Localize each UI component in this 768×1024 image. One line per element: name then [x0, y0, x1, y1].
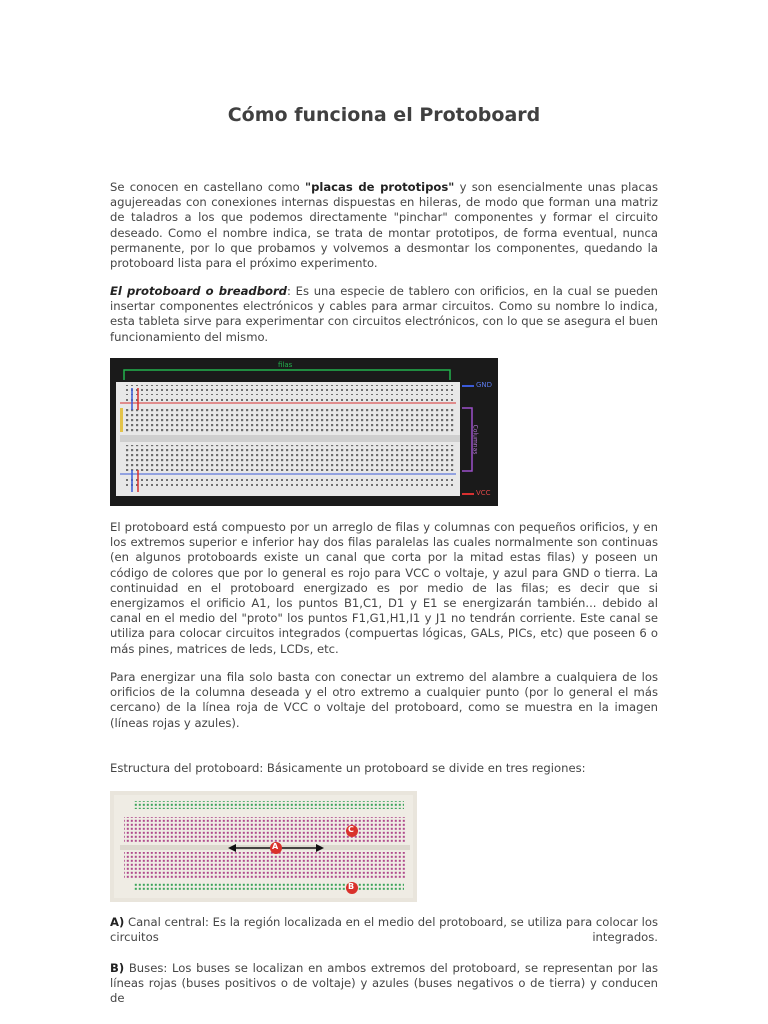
marker-b-label: B: [348, 882, 355, 891]
marker-c-label: C: [348, 825, 354, 834]
top-rail-holes: [124, 385, 456, 395]
upper-terminal-block: [124, 408, 456, 432]
bold-italic-term: El protoboard o breadbord: [110, 284, 287, 298]
breadboard-regions-photo: [110, 791, 417, 902]
text-span: Canal central: Es la región localizada en el medio del protoboard, se utiliza para colocar los circuitos integrados.: [110, 915, 658, 945]
page-title: Cómo funciona el Protoboard: [227, 104, 541, 126]
bold-phrase: "placas de prototipos": [305, 180, 455, 194]
lower-terminal-block: [124, 445, 456, 471]
filas-label: filas: [278, 361, 293, 369]
region-letter: B): [110, 961, 125, 975]
marker-a-label: A: [272, 842, 279, 851]
breadboard-illustration: [110, 358, 498, 506]
breadboard-regions-illustration: [110, 791, 417, 902]
paragraph-region-a: [110, 915, 658, 945]
paragraph-structure: [110, 761, 658, 776]
region-letter: A): [110, 915, 125, 929]
text-span: : Es una especie de tablero con orificios, en la cual se pueden insertar componentes electrónicos y cables para armar circuitos. Como su nombre lo indica, esta tableta sirve para experimentar con circuitos electrónicos, con lo que se asegura el buen funcionamiento del mismo.: [110, 284, 658, 344]
paragraph-region-b: [110, 961, 658, 1007]
paragraph-definition: [110, 284, 658, 345]
text-block: Estructura del protoboard: Básicamente un protoboard se divide en tres regiones:: [110, 761, 586, 775]
paragraph-energize: [110, 670, 658, 731]
paragraph-intro: [110, 180, 658, 271]
columnas-label: Columnas: [471, 424, 479, 455]
filas-bracket: [124, 370, 450, 380]
text-span: Se conocen en castellano como: [110, 180, 306, 194]
top-bus: [134, 801, 404, 809]
gnd-label: GND: [476, 381, 493, 389]
center-channel: [120, 435, 460, 442]
lower-terminal-block: [124, 852, 406, 878]
paragraph-composition: [110, 520, 658, 657]
breadboard-photo-labeled: [110, 358, 498, 506]
text-block: El protoboard está compuesto por un arreglo de filas y columnas con pequeños orificios, y en los extremos superior e inferior hay dos filas paralelas las cuales normalmente son continuas (en algunos protoboards existe un canal que corta por la mitad estas filas) y poseen un código de colores que por lo general es rojo para VCC o voltaje, y azul para GND o tierra. La continuidad en el protoboard energizado es por medio de las filas; es decir que si energizamos el orificio A1, los puntos B1,C1, D1 y E1 se energizarán también... debido al canal en el medio del "proto" los puntos F1,G1,H1,I1 y J1 no tendrán corriente. Este canal se utiliza para colocar circuitos integrados (compuertas lógicas, GALs, PICs, etc) que poseen 6 o más pines, matrices de leds, LCDs, etc.: [110, 520, 658, 656]
upper-terminal-block: [124, 817, 406, 843]
vcc-label: VCC: [476, 489, 491, 497]
bottom-rail-holes: [124, 477, 456, 487]
text-span: y son esencialmente unas placas agujereadas con conexiones internas dispuestas en hileras, de modo que forman una matriz de taladros a los que podemos directamente "pinchar" componentes y formar el circuito deseado. Como el nombre indica, se trata de montar prototipos, de forma eventual, nunca permanente, por lo que probamos y volvemos a desmontar los componentes, quedando la protoboard lista para el próximo experimento.: [110, 180, 658, 271]
text-block: Para energizar una fila solo basta con conectar un extremo del alambre a cualquiera de los orificios de la columna deseada y el otro extremo a cualquier punto (por lo general el más cercano) de la línea roja de VCC o voltaje del protoboard, como se muestra en la imagen (líneas rojas y azules).: [110, 670, 658, 730]
bottom-bus: [134, 883, 404, 891]
text-span: Buses: Los buses se localizan en ambos extremos del protoboard, se representan por las líneas rojas (buses positivos o de voltaje) y azules (buses negativos o de tierra) y conducen de: [110, 961, 658, 1006]
